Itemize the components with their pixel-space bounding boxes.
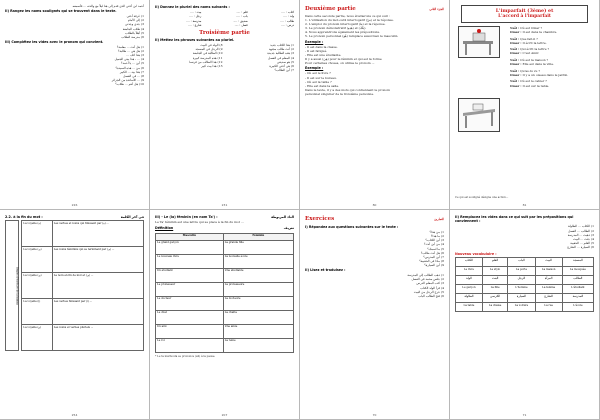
vocab-cell: الولد (456, 276, 483, 285)
final-line: Dans le texte, il y a des mots qui contiennent le pronom (305, 87, 390, 92)
exercise-line: 6) من ... هذه السيدة؟ (115, 65, 144, 70)
exercise-list (305, 273, 444, 298)
exercise-line: 2) جلس محمد في الفصل (411, 277, 444, 282)
exercise-line: 2) إلى الأمام (127, 18, 144, 23)
table-cell: La nouvelle école (223, 254, 293, 268)
exercise-line: 4) طلاب الجامعة (122, 26, 144, 31)
exercise-line: 6) مدرسة الطلاب (121, 34, 144, 39)
vocab-cell: La voiture (508, 303, 535, 312)
footnote: * Le ta marbouta se prononce (ah) à la pause. (155, 354, 216, 358)
exercise-line: 9) أين السيارة؟ (424, 262, 444, 267)
illustration-desk (458, 26, 500, 58)
section-title: I) Répondez aux questions suivantes sur le texte : (305, 225, 399, 229)
page-title-ar: في آخر الكلمة (120, 215, 144, 219)
exercise-line: 7) هذا بيتـ ... الكبير (119, 69, 144, 74)
definition-label: Définition (155, 226, 174, 231)
exercise-list (305, 230, 444, 267)
table-cell: La voyelle (ا) (22, 299, 52, 325)
table-row (22, 221, 144, 247)
vocab-cell: L'école (562, 303, 593, 312)
exercise-line: 2) هل هي ... طالبة؟ (117, 49, 144, 54)
note-list (305, 57, 444, 65)
exercise-line: 6) السيارة ... الشارع (567, 244, 594, 249)
sentence-line: 7) أين الطالب؟ (274, 67, 294, 72)
exercise-list (455, 224, 594, 249)
vocab-row (456, 303, 594, 312)
table-row (156, 338, 294, 352)
sentence-column (155, 43, 223, 72)
vocab-cell: القلم (482, 258, 508, 267)
table-cell: La voyelle (و) (22, 325, 52, 351)
sentence-line: 5) هو صديقي (276, 59, 294, 64)
vocab-cell: المدرسة (562, 294, 593, 303)
paragraph-line: Dans cette seconde partie, nous étudierons ce qui suit : (305, 14, 390, 18)
table-row (156, 268, 294, 282)
table-cell: Les noms et verbes pluriels ... (52, 325, 143, 351)
table-cell: Les verbes finissant par (ا) ... (52, 299, 143, 325)
vocab-cell: البنت (482, 276, 508, 285)
page-title: III) - Le (la) féminin (en nom Ta') : (155, 215, 218, 219)
table-cell: La grande fille (223, 240, 293, 254)
exercise-list (5, 14, 144, 39)
dialog-text: C'est Amir. (522, 51, 540, 56)
example-line: - Il est sur le bureau. (305, 75, 337, 80)
table-cell: La docteure (223, 296, 293, 310)
table-cell: Le chat (156, 310, 224, 324)
side-label: Règles d'écriture de la hamza (5, 220, 19, 351)
plural-row (155, 23, 294, 27)
table-row (156, 282, 294, 296)
exercise-line: 7) أين المدرس؟ (423, 254, 444, 259)
table-cell: Le nom en fin de mot et (ي) ... (52, 273, 143, 299)
exercise-line: 1) غرفة أختي (126, 14, 144, 19)
vocab-cell: La femme (535, 285, 562, 294)
exercise-line: 8) ماذا في الحقيبة؟ (419, 258, 444, 263)
note-line: Pour certaines choses, on utilise le pronom ... (305, 61, 375, 66)
page-226 (0, 0, 150, 210)
speaker-name: Naïl : (510, 79, 521, 84)
table-cell: Le professeur (156, 282, 224, 296)
sentence-line: 13) هذا بيت كبير (201, 63, 223, 68)
exercise-line: 5) ما اسمك؟ (427, 246, 444, 251)
page-number: 254 (71, 413, 78, 417)
vocab-cell: Le livre (456, 267, 483, 276)
table-row (156, 296, 294, 310)
example-line: - Où est le livre ? (305, 71, 331, 76)
vocab-cell: La chaise (482, 303, 508, 312)
plural-word: صديق : .... (233, 18, 248, 23)
vocab-cell: البيت (535, 258, 562, 267)
exercise-line: 4) من أين أنت؟ (423, 242, 444, 247)
section-title: II) Rangez les noms soulignés qui se trouvent dans le texte. (5, 9, 117, 14)
vocab-cell: الرجل (508, 276, 535, 285)
paragraph-line: 1. L'utilisation du mot-outil interrogatif (مَنْ) et la réponse. (305, 18, 394, 23)
page-80 (300, 0, 450, 210)
vocab-cell: La porte (508, 267, 535, 276)
vocabulary-table (455, 257, 594, 312)
sentence-column (227, 43, 295, 72)
page-title-ar: التاء المربوطة (271, 215, 294, 219)
plural-word: باب : .... (236, 14, 248, 19)
page-title: Exercices (305, 216, 335, 222)
page-title: 2.2. à la fin du mot : (5, 215, 43, 219)
speaker-name: Omar : (510, 30, 523, 35)
exercise-line: 1) الكتاب ... الطاولة (568, 224, 594, 229)
section-title: II) Lisez et traduisez : (305, 268, 346, 273)
page-number: 71 (522, 413, 527, 417)
vocab-cell: L'étudiant (562, 285, 593, 294)
dialog-text: Elle est dans la ville. (522, 62, 554, 67)
plural-word: بيت : .... (189, 10, 202, 15)
definition-row (155, 225, 294, 231)
section-subtitle: II) Mettez les phrases suivantes au pluriel. (155, 38, 235, 43)
paragraph-line: 5. Le pronom personnel (هُوَ) remplace aussi bien le masculin. (305, 34, 399, 39)
table-cell: La voyelle (ة) (22, 221, 52, 247)
page-number: 231 (221, 203, 228, 207)
dialog-text: Qui écrit la lettre ? (520, 47, 550, 52)
page-71 (450, 210, 600, 420)
dialog-line (510, 84, 595, 88)
exercise-line: 3) كتب المعلم الدرس (416, 281, 444, 286)
footnote: Ce qui est souligné désigne une action... (455, 195, 509, 199)
title-row (305, 214, 444, 224)
exercise-line: 6) هل أنت طالب؟ (420, 250, 444, 255)
illustration-table (458, 98, 500, 132)
paragraph-line: 2. L'emploi du pronom interrogatif (مَا) et la réponse. (305, 22, 386, 27)
vocab-cell: الكتاب (456, 258, 483, 267)
page-number: 207 (221, 413, 228, 417)
page-number: 81 (522, 203, 527, 207)
speaker-name: Naïl : (510, 68, 521, 73)
speaker-name: Omar : (510, 51, 523, 56)
table-row (156, 324, 294, 338)
vocab-cell: الشارع (535, 294, 562, 303)
exercise-line: 4) جئت ... البيت (572, 236, 594, 241)
vocab-cell: الطاولة (456, 294, 483, 303)
intro-text: أحمد ابن أختي الذي قدم إلى هنا ليلاً مع والدته ... فأسمعه. (71, 4, 144, 8)
definition-label-ar: تعريف (283, 226, 294, 231)
dialog-text: Il est dans la chambre. (522, 30, 558, 35)
table-cell: Le nouveau livre (156, 254, 224, 268)
sentence-line: 2) أنت طالب مجتهد (268, 47, 294, 52)
vocab-cell: الكرسي (482, 294, 508, 303)
table-cell: Une amie (223, 324, 293, 338)
vocab-cell: La maison (535, 267, 562, 276)
paragraph-list (305, 14, 444, 39)
title-line: L'accord à l'imparfait (498, 14, 551, 19)
vocab-cell: المسجد (562, 258, 593, 267)
exercise-line: 2) ما هذا؟ (430, 234, 444, 239)
dialog-list (510, 26, 595, 90)
rules-table (21, 220, 144, 351)
exercise-line: 3) هذا كتابـ ... (126, 53, 144, 58)
exercise-line: 5) القلم ... الحقيبة (570, 240, 594, 245)
exercise-line: 5) خرج الرجل من البيت (413, 289, 444, 294)
sentence-line: 12) هذا الطالب من فرنسا (189, 59, 223, 64)
dialog-line (510, 41, 595, 45)
table-cell: La voyelle (ي) (22, 273, 52, 299)
table-cell: Le roi (156, 338, 224, 352)
plural-grid (155, 10, 294, 27)
table-header-row (156, 233, 294, 240)
exercise-line: 3) ذهبت ... المدرسة (567, 232, 594, 237)
vocab-cell: La fille (482, 285, 508, 294)
speaker-name: Naïl : (510, 26, 521, 30)
exercise-line: 8) ... في الفصل (123, 73, 144, 78)
sentence-line: 4) المعلم في الفصل (268, 55, 294, 60)
example-label: Exemple : (305, 66, 324, 71)
intro-text: Le Ta' féminin est une lettre qui se place à la fin du mot ... (155, 220, 244, 225)
dialog-text: Que fait-il ? (520, 36, 538, 41)
table-cell: La reine (223, 338, 293, 352)
vocab-cell: Le stylo (482, 267, 508, 276)
plural-word: مدرسة : .... (185, 18, 202, 23)
exercise-line: 10) هل أنتم ... طلاب؟ (115, 81, 144, 86)
table-cell: Le grand garçon (156, 240, 224, 254)
vocab-row (456, 267, 594, 276)
page-81 (450, 0, 600, 210)
vocab-cell: Le garçon (456, 285, 483, 294)
plural-word: كتاب : .... (281, 10, 294, 15)
table-row (22, 247, 144, 273)
example-line: - Il est dans la classe. (305, 44, 338, 49)
vocab-cell: المرأة (535, 276, 562, 285)
sentence-line: 3) هذه الطالبة جديدة (267, 51, 294, 56)
exercise-line: 3) أين الكتاب؟ (425, 238, 444, 243)
title-box (461, 5, 588, 23)
example-list (305, 71, 444, 87)
exercise-line: 3) جدي وجدتي (125, 22, 144, 27)
table-row (22, 325, 144, 351)
note-line: Il y a aussi (هِيَ) pour le féminin et qui est la forme (305, 57, 382, 62)
speaker-name: Omar : (510, 40, 523, 45)
plural-word: شارع : .... (187, 22, 202, 27)
vocab-cell: La table (456, 303, 483, 312)
table-cell: Un ami (156, 324, 224, 338)
dialog-text: Qu'as-tu vu ? (520, 68, 541, 73)
table-cell: La chatte (223, 310, 293, 324)
sentence-line: 6) هي أختي الكبيرة (269, 63, 294, 68)
plural-word: قلم : .... (236, 10, 248, 15)
page-231 (150, 0, 300, 210)
example-line: - Elle est dans la salle. (305, 83, 340, 88)
exercise-list (5, 45, 144, 86)
rules-area (5, 220, 144, 351)
dialog-line (510, 51, 595, 55)
title-row (305, 4, 444, 14)
plural-word: درس : .... (280, 22, 294, 27)
paragraph-line: 4. Nous apprendrons également les prépositions. (305, 30, 380, 35)
dialog-text: Il est sur la table. (522, 83, 550, 88)
dialog-text: Où est le cahier ? (520, 79, 547, 84)
page-title: Deuxième partie (305, 6, 356, 12)
table-row (156, 254, 294, 268)
vocab-cell: La rue (535, 303, 562, 312)
vocab-cell: La mosquée (562, 267, 593, 276)
vocab-row (456, 276, 594, 285)
dialog-text: Où est la maison ? (520, 58, 549, 63)
dialog-line (510, 30, 595, 34)
page-207 (150, 210, 300, 420)
table-cell: Les noms féminins qui se terminent par (ى) ... (52, 247, 143, 273)
table-row (22, 299, 144, 325)
sentence-line: 1) هذا الكتاب جديد (270, 43, 294, 48)
vocab-cell: L'homme (508, 285, 535, 294)
section-title: II) Donnez le pluriel des noms suivants : (155, 5, 230, 9)
exercise-line: 2) الطالب ... الفصل (568, 228, 594, 233)
dialog-text: Il y a un oiseau dans le jardin. (522, 72, 569, 77)
table-illustration-icon (459, 99, 499, 131)
dialog-text: Où est Omar ? (520, 26, 543, 30)
sentence-line: 9) الرجل في المسجد (195, 47, 223, 52)
vocab-cell: الطالب (562, 276, 593, 285)
vocab-row (456, 294, 594, 303)
example-list (305, 45, 444, 57)
sentence-line: 8) الولد في البيت (200, 43, 223, 48)
paragraph-line: 3. Le pronom démonstratif (هَذِهِ) et (تِلْكَ). (305, 26, 367, 31)
exercise-line: 9) ... الأساتذة من الجزائر (111, 77, 144, 82)
dialog-text: Il écrit la lettre. (522, 40, 547, 45)
exercise-line: 6) فتح الطالب الباب (418, 293, 444, 298)
table-cell: Un étudiant (156, 268, 224, 282)
vocab-row (456, 285, 594, 294)
table-cell: Les verbes et noms qui finissent par (ة) ... (52, 221, 143, 247)
vocab-row (456, 258, 594, 267)
table-cell: Masculin (156, 233, 224, 240)
speaker-name: Omar : (510, 62, 523, 67)
desk-illustration-icon (459, 27, 499, 57)
sentence-line: 11) هذه المدرسة كبيرة (192, 55, 223, 60)
table-row (156, 240, 294, 254)
dialog-line (510, 73, 595, 77)
plural-word: طالب : .... (280, 18, 294, 23)
vocab-title: Nouveau vocabulaire : (455, 251, 497, 256)
page-number: 80 (372, 203, 377, 207)
dialog-line (510, 62, 595, 66)
section-title: II) Remplacez les vides dans ce qui suit par les prépositions qui conviennent : (455, 215, 574, 224)
exercise-line: 4) ... ، هذا بيتي الجميل (114, 57, 144, 62)
example-line: - Elle est une étudiante. (305, 52, 342, 57)
table-cell: Féminin (223, 233, 293, 240)
speaker-name: Omar : (510, 83, 523, 88)
exercise-line: 1) ذهب الطالب إلى المدرسة (407, 273, 444, 278)
example-line: - Il est fatigué. (305, 48, 328, 53)
vocab-cell: السيارة (508, 294, 535, 303)
table-cell: Une étudiante (223, 268, 293, 282)
sentence-line: 10) الطالبة في الجامعة (192, 51, 223, 56)
page-number: 226 (71, 203, 78, 207)
title-line: L'imparfait (3ème) et (495, 8, 554, 14)
page-title-ar: الجزء الثاني (429, 7, 444, 11)
speaker-name: Naïl : (510, 47, 521, 52)
final-text (305, 88, 444, 96)
page-number: 70 (372, 413, 377, 417)
speaker-name: Naïl : (510, 58, 521, 63)
example-line: - Où est la table ? (305, 79, 332, 84)
exercise-line: 4) قرأ الولد الكتاب (420, 285, 444, 290)
page-70 (300, 210, 450, 420)
sentence-columns (155, 43, 294, 72)
plural-word: رجل : .... (189, 14, 202, 19)
table-cell: La voyelle (ى) (22, 247, 52, 273)
example-label: Exemple : (305, 39, 324, 44)
gender-table (155, 233, 294, 353)
exercise-line: 1) من هذا؟ (429, 230, 444, 235)
plural-word: فصل : .... (234, 22, 248, 27)
plural-word: ولد : .... (283, 14, 294, 19)
table-row (22, 273, 144, 299)
exercise-line: 1) هل أنت ... معلمة؟ (116, 45, 144, 50)
table-cell: Le docteur (156, 296, 224, 310)
table-row (156, 310, 294, 324)
speaker-name: Naïl : (510, 36, 521, 41)
section-title: III) Complétez les vides avec le pronom qui convient. (5, 39, 104, 44)
vocab-cell: الباب (508, 258, 535, 267)
table-cell: La professeure (223, 282, 293, 296)
exercise-line: 5) أين ... يا أحمد؟ (120, 61, 144, 66)
section-heading: Troisième partie (199, 30, 250, 37)
exercise-line: 5) أهلاً بالطلاب (125, 30, 144, 35)
final-line: personnel singulier de la troisième personne. (305, 91, 375, 96)
page-title-ar: التمارين (434, 217, 444, 221)
speaker-name: Omar : (510, 72, 523, 77)
page-254 (0, 210, 150, 420)
